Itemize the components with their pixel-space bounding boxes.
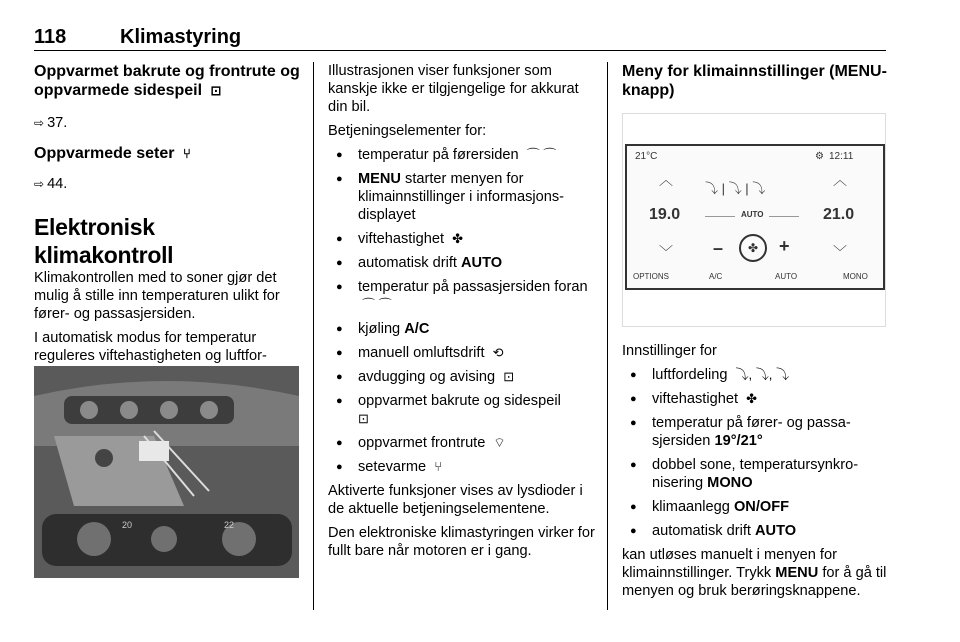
chevron-down-icon[interactable]: ﹀	[833, 244, 847, 260]
fan-icon[interactable]: ✤	[739, 234, 767, 262]
column-1	[34, 62, 300, 383]
fan-increase-button[interactable]: +	[779, 236, 790, 256]
list-item: ● temperatur på førersiden ⌒ ⌒	[328, 146, 596, 164]
list-item: ● temperatur på passasjersiden foran ⌒ ⌒	[328, 278, 596, 314]
chapter-section-title: Elektronisk klimakontroll	[34, 214, 174, 268]
svg-text:22: 22	[224, 520, 235, 530]
page-header	[34, 20, 886, 51]
passenger-temp: 21.0	[823, 206, 855, 223]
page-number: 118	[34, 26, 67, 48]
paragraph: Innstillinger for	[622, 343, 717, 359]
paragraph: Den elektroniske klimastyringen virker for fullt bare når motoren er i gang.	[328, 525, 595, 559]
svg-text:20: 20	[122, 520, 133, 530]
defrost-icon: ⊡	[503, 369, 515, 384]
column-divider	[607, 62, 608, 610]
column-3	[622, 62, 892, 100]
arrow-icon: ⇨	[34, 116, 45, 130]
ac-button[interactable]: A/C	[709, 272, 723, 281]
list-item: ● viftehastighet ✤	[622, 390, 892, 408]
list-item: ● temperatur på fører- og passasjersiden 19°/21°	[622, 414, 892, 450]
column-2	[328, 62, 596, 560]
paragraph: I automatisk modus for temperatur reguleres viftehastigheten og luftfor	[34, 330, 267, 364]
arrow-icon: ⇨	[34, 177, 45, 191]
chapter-title: Klimastyring	[120, 26, 242, 48]
seat-heat-icon: ⑂	[182, 146, 191, 161]
list-item: ● oppvarmet frontrute ⌔	[328, 434, 596, 452]
temperature-icon: ⌒ ⌒	[526, 147, 557, 162]
rear-window-heat-icon: ⊡	[210, 83, 222, 98]
outside-temp: 21°C	[635, 151, 658, 162]
list-item: ● avdugging og avising ⊡	[328, 368, 596, 386]
list-item: ● luftfordeling ⤵, ⤵, ⤵	[622, 366, 892, 384]
list-item: ● setevarme ⑂	[328, 458, 596, 476]
list-item: ● oppvarmet bakrute og sidespeil ⊡	[328, 392, 596, 428]
settings-list	[622, 366, 892, 540]
air-distribution-icon: ⤵, ⤵, ⤵	[735, 367, 789, 382]
fan-decrease-button[interactable]: –	[713, 238, 724, 258]
chevron-up-icon[interactable]: ︿	[833, 172, 847, 188]
seat-heat-icon: ⑂	[434, 459, 443, 474]
control-list	[328, 146, 596, 476]
driver-temp: 19.0	[649, 206, 681, 223]
fan-icon: ✤	[746, 391, 757, 406]
section-heading: Oppvarmede seter ⑂	[34, 145, 191, 162]
rear-window-heat-icon: ⊡	[358, 411, 369, 426]
list-item: ● kjøling A/C	[328, 320, 596, 338]
auto-label: AUTO	[741, 210, 764, 219]
paragraph: kan utløses manuelt i menyen for klimainnstillinger. Trykk MENU for å gå til menyen og bruk berøringsknappene.	[622, 547, 887, 599]
options-button[interactable]: OPTIONS	[633, 272, 670, 281]
paragraph: Aktiverte funksjoner vises av lysdioder i de aktuelle betjeningselementene.	[328, 483, 583, 517]
fan-icon: ✤	[452, 231, 463, 246]
gear-icon: ⚙	[815, 151, 824, 162]
section-heading: Meny for klimainnstillinger (MENU-knapp)	[622, 63, 887, 99]
page-reference[interactable]: ⇨ 44.	[34, 176, 68, 192]
display-frame	[625, 144, 885, 290]
mono-button[interactable]: MONO	[843, 272, 868, 281]
climate-panel-photo	[34, 366, 299, 578]
chevron-up-icon[interactable]: ︿	[659, 172, 673, 188]
panel-illustration	[34, 366, 299, 578]
section-heading: Oppvarmet bakrute og frontrute og oppvarmede sidespeil ⊡	[34, 63, 300, 99]
column-3-text	[622, 342, 892, 600]
auto-button[interactable]: AUTO	[775, 272, 798, 281]
temperature-icon: ⌒ ⌒	[362, 297, 392, 312]
list-item: ● manuell omluftsdrift ⟲	[328, 344, 596, 362]
climate-menu-screen	[622, 113, 886, 327]
page-reference[interactable]: ⇨ 37.	[34, 115, 68, 131]
divider	[769, 216, 799, 217]
windscreen-heat-icon: ⌔	[493, 435, 506, 450]
list-item: ● klimaanlegg ON/OFF	[622, 498, 892, 516]
clock: 12:11	[829, 151, 854, 162]
chevron-down-icon[interactable]: ﹀	[659, 244, 673, 260]
paragraph: Illustrasjonen viser funksjoner som kanskje ikke er tilgjengelige for akkurat din bil.	[328, 63, 579, 115]
divider	[705, 216, 735, 217]
list-item: ● automatisk drift AUTO	[622, 522, 892, 540]
list-item: ● viftehastighet ✤	[328, 230, 596, 248]
paragraph: Betjeningselementer for:	[328, 123, 487, 139]
column-divider	[313, 62, 314, 610]
recirculation-icon: ⟲	[492, 345, 504, 360]
air-distribution-icon[interactable]: ⤵ | ⤵ | ⤵	[705, 181, 766, 196]
list-item: ● automatisk drift AUTO	[328, 254, 596, 272]
list-item: ● MENU starter menyen for klimainnstillinger i informasjonsdisplayet	[328, 170, 596, 224]
paragraph: Klimakontrollen med to soner gjør det mulig å stille inn temperaturen ulikt for fører- og passasjersiden.	[34, 270, 280, 322]
list-item: ● dobbel sone, temperatursynkronisering MONO	[622, 456, 892, 492]
